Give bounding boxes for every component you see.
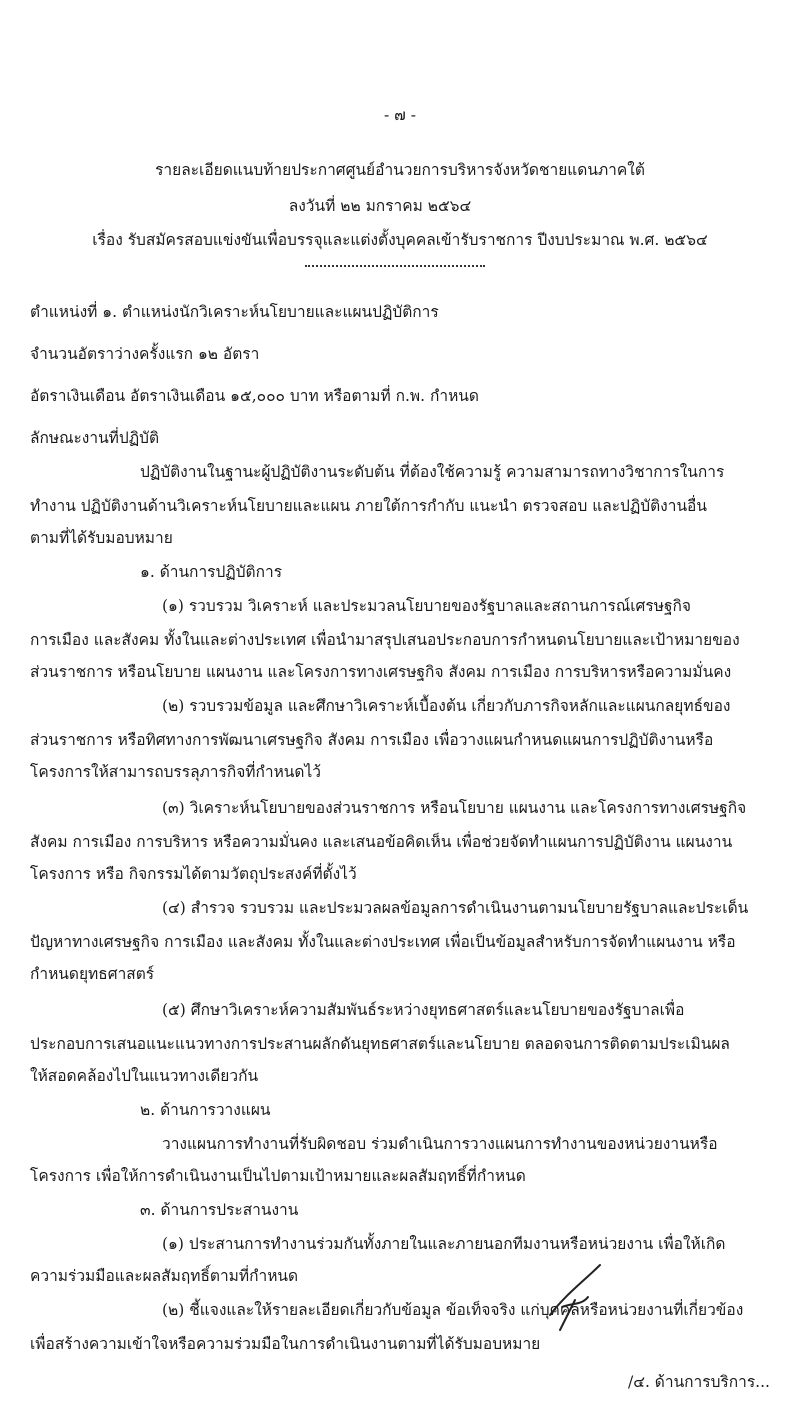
body-line: (๑) ประสานการทำงานร่วมกันทั้งภายในและภายนอกทีมงานหรือหน่วยงาน เพื่อให้เกิด: [162, 1235, 726, 1253]
header-line-1: รายละเอียดแนบท้ายประกาศศูนย์อำนวยการบริหารจังหวัดชายแดนภาคใต้: [155, 161, 645, 179]
separator-dots: [305, 265, 485, 267]
vacancies: จำนวนอัตราว่างครั้งแรก ๑๒ อัตรา: [30, 345, 260, 363]
body-line: (๒) ชี้แจงและให้รายละเอียดเกี่ยวกับข้อมูล ข้อเท็จจริง แก่บุคคลหรือหน่วยงานที่เกี่ยวข้อง: [162, 1301, 744, 1319]
body-line: โครงการให้สามารถบรรลุภารกิจที่กำหนดไว้: [30, 763, 321, 781]
body-line: ตามที่ได้รับมอบหมาย: [30, 529, 173, 547]
section-heading-2: ๒. ด้านการวางแผน: [140, 1101, 271, 1119]
body-line: สังคม การเมือง การบริหาร หรือความมั่นคง และเสนอข้อคิดเห็น เพื่อช่วยจัดทำแผนการปฏิบัติงาน แผนงาน: [30, 833, 733, 851]
header-line-3: เรื่อง รับสมัครสอบแข่งขันเพื่อบรรจุและแต่งตั้งบุคคลเข้ารับราชการ ปีงบประมาณ พ.ศ. ๒๕๖๔: [92, 231, 708, 249]
body-line: ทำงาน ปฏิบัติงานด้านวิเคราะห์นโยบายและแผน ภายใต้การกำกับ แนะนำ ตรวจสอบ และปฏิบัติงานอื่น: [30, 497, 707, 515]
body-line: (๕) ศึกษาวิเคราะห์ความสัมพันธ์ระหว่างยุทธศาสตร์และนโยบายของรัฐบาลเพื่อ: [162, 1001, 685, 1019]
body-line: ปฏิบัติงานในฐานะผู้ปฏิบัติงานระดับต้น ที่ต้องใช้ความรู้ ความสามารถทางวิชาการในการ: [140, 463, 725, 481]
body-line: (๓) วิเคราะห์นโยบายของส่วนราชการ หรือนโยบาย แผนงาน และโครงการทางเศรษฐกิจ: [162, 799, 747, 817]
continued-note: /๔. ด้านการบริการ...: [628, 1373, 770, 1391]
body-line: ส่วนราชการ หรือนโยบาย แผนงาน และโครงการทางเศรษฐกิจ สังคม การเมือง การบริหารหรือความมั่นคง: [30, 663, 732, 681]
body-line: โครงการ หรือ กิจกรรมได้ตามวัตถุประสงค์ที่ตั้งไว้: [30, 865, 357, 883]
body-line: โครงการ เพื่อให้การดำเนินงานเป็นไปตามเป้าหมายและผลสัมฤทธิ์ที่กำหนด: [30, 1167, 526, 1185]
body-line: (๔) สำรวจ รวบรวม และประมวลผลข้อมูลการดำเนินงานตามนโยบายรัฐบาลและประเด็น: [162, 899, 749, 917]
body-line: (๑) รวบรวม วิเคราะห์ และประมวลนโยบายของรัฐบาลและสถานการณ์เศรษฐกิจ: [162, 597, 691, 615]
body-line: ให้สอดคล้องไปในแนวทางเดียวกัน: [30, 1067, 259, 1085]
salary: อัตราเงินเดือน อัตราเงินเดือน ๑๕,๐๐๐ บาท หรือตามที่ ก.พ. กำหนด: [30, 387, 479, 405]
body-line: วางแผนการทำงานที่รับผิดชอบ ร่วมดำเนินการวางแผนการทำงานของหน่วยงานหรือ: [162, 1135, 718, 1153]
body-line: ความร่วมมือและผลสัมฤทธิ์ตามที่กำหนด: [30, 1267, 299, 1285]
body-line: เพื่อสร้างความเข้าใจหรือความร่วมมือในการดำเนินงานตามที่ได้รับมอบหมาย: [30, 1335, 541, 1353]
section-heading-3: ๓. ด้านการประสานงาน: [140, 1201, 299, 1219]
header-line-2: ลงวันที่ ๒๒ มกราคม ๒๕๖๔: [288, 197, 472, 215]
body-line: ส่วนราชการ หรือทิศทางการพัฒนาเศรษฐกิจ สังคม การเมือง เพื่อวางแผนกำหนดแผนการปฏิบัติงานหรือ: [30, 731, 714, 749]
body-line: ปัญหาทางเศรษฐกิจ การเมือง และสังคม ทั้งในและต่างประเทศ เพื่อเป็นข้อมูลสำหรับการจัดทำแผนงาน หรือ: [30, 933, 736, 951]
body-line: การเมือง และสังคม ทั้งในและต่างประเทศ เพื่อนำมาสรุปเสนอประกอบการกำหนดนโยบายและเป้าหมายของ: [30, 631, 740, 649]
body-line: ประกอบการเสนอแนะแนวทางการประสานผลักดันยุทธศาสตร์และนโยบาย ตลอดจนการติดตามประเมินผล: [30, 1035, 730, 1053]
page-number: - ๗ -: [384, 106, 416, 124]
body-line: (๒) รวบรวมข้อมูล และศึกษาวิเคราะห์เบื้องต้น เกี่ยวกับภารกิจหลักและแผนกลยุทธ์ของ: [162, 697, 731, 715]
job-heading: ลักษณะงานที่ปฏิบัติ: [30, 429, 160, 447]
signature-mark: [540, 1255, 620, 1335]
body-line: กำหนดยุทธศาสตร์: [30, 965, 155, 983]
section-heading-1: ๑. ด้านการปฏิบัติการ: [140, 563, 283, 581]
position-title: ตำแหน่งที่ ๑. ตำแหน่งนักวิเคราะห์นโยบายและแผนปฏิบัติการ: [30, 303, 439, 321]
